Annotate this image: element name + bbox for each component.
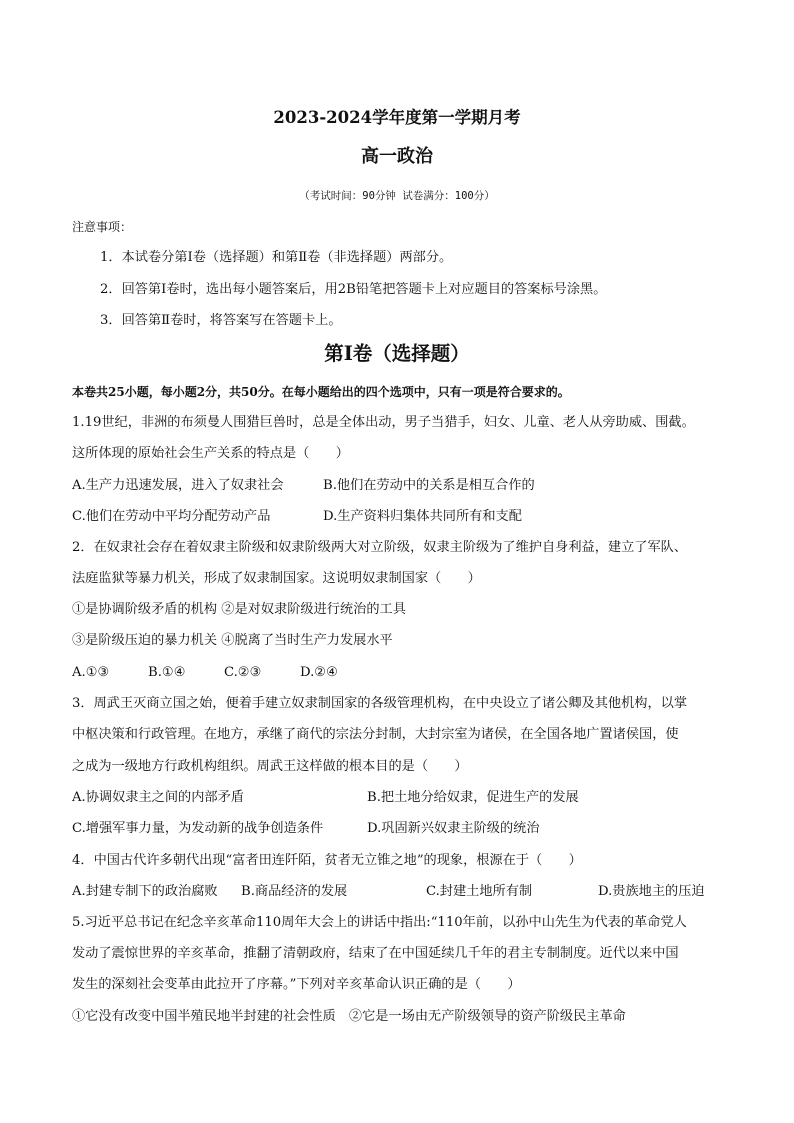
- q3-stem-line: 中枢决策和行政管理。在地方，承继了商代的宗法分封制，大封宗室为诸侯，在全国各地广置诸侯国，使: [72, 727, 679, 742]
- exam-subject: 高一政治: [361, 146, 433, 167]
- q4-option-b: B.商品经济的发展: [241, 884, 348, 899]
- q3-option-d: D.巩固新兴奴隶主阶级的统治: [367, 821, 540, 836]
- note-item: 3．回答第Ⅱ卷时，将答案写在答题卡上。: [100, 313, 342, 328]
- q3-stem-line: 之成为一级地方行政机构组织。周武王这样做的根本目的是（ ）: [72, 759, 468, 774]
- q2-option-b: B.①④: [148, 665, 186, 680]
- exam-time-info: （考试时间：90分钟 试卷满分：100分）: [299, 190, 495, 202]
- q3-option-b: B.把土地分给奴隶，促进生产的发展: [367, 790, 579, 805]
- q3-option-a: A.协调奴隶主之间的内部矛盾: [72, 790, 244, 805]
- q1-option-c: C.他们在劳动中平均分配劳动产品: [72, 509, 271, 524]
- note-item: 1．本试卷分第Ⅰ卷（选择题）和第Ⅱ卷（非选择题）两部分。: [100, 250, 453, 265]
- q2-stem-line: 法庭监狱等暴力机关，形成了奴隶制国家。这说明奴隶制国家（ ）: [72, 571, 481, 586]
- q2-statement: ①是协调阶级矛盾的机构 ②是对奴隶阶级进行统治的工具: [72, 602, 406, 617]
- q1-option-b: B.他们在劳动中的关系是相互合作的: [323, 478, 535, 493]
- q2-stem-line: 2．在奴隶社会存在着奴隶主阶级和奴隶阶级两大对立阶级，奴隶主阶级为了维护自身利益，建立了军队、: [72, 540, 688, 555]
- q3-stem-line: 3．周武王灭商立国之始，便着手建立奴隶制国家的各级管理机构，在中央设立了诸公卿及其他机构，以掌: [72, 696, 688, 711]
- exam-title: 2023-2024学年度第一学期月考: [273, 108, 521, 127]
- q2-option-a: A.①③: [72, 665, 110, 680]
- q4-option-c: C.封建土地所有制: [426, 884, 533, 899]
- q2-option-c: C.②③: [224, 665, 262, 680]
- q5-stem-line: 5.习近平总书记在纪念辛亥革命110周年大会上的讲话中指出:“110年前，以孙中山先生为代表的革命党人: [72, 915, 687, 930]
- section-title: 第Ⅰ卷（选择题）: [324, 342, 470, 365]
- section-instruction: 本卷共25小题，每小题2分，共50分。在每小题给出的四个选项中，只有一项是符合要求的。: [72, 385, 570, 399]
- q4-option-d: D.贵族地主的压迫: [598, 884, 705, 899]
- q1-stem-line: 1.19世纪，非洲的布须曼人围猎巨兽时，总是全体出动，男子当猎手，妇女、儿童、老人从旁助威、围截。: [72, 415, 695, 430]
- q4-stem-line: 4．中国古代许多朝代出现“富者田连阡陌，贫者无立锥之地”的现象，根源在于（ ）: [72, 853, 582, 868]
- q1-stem-line: 这所体现的原始社会生产关系的特点是（ ）: [72, 446, 349, 461]
- q4-option-a: A.封建专制下的政治腐败: [72, 884, 218, 899]
- note-item: 2．回答第Ⅰ卷时，选出每小题答案后，用2B铅笔把答题卡上对应题目的答案标号涂黑。: [100, 282, 607, 297]
- q2-option-d: D.②④: [300, 665, 338, 680]
- q5-stem-line: 发生的深刻社会变革由此拉开了序幕。”下列对辛亥革命认识正确的是（ ）: [72, 977, 521, 992]
- q5-stem-line: 发动了震惊世界的辛亥革命，推翻了清朝政府，结束了在中国延续几千年的君主专制制度。近代以来中国: [72, 946, 679, 961]
- q2-statement: ③是阶级压迫的暴力机关 ④脱离了当时生产力发展水平: [72, 633, 393, 648]
- q5-statement: ①它没有改变中国半殖民地半封建的社会性质 ②它是一场由无产阶级领导的资产阶级民主革命: [72, 1009, 626, 1024]
- notes-heading: 注意事项：: [72, 220, 133, 234]
- q3-option-c: C.增强军事力量，为发动新的战争创造条件: [72, 821, 324, 836]
- q1-option-d: D.生产资料归集体共同所有和支配: [323, 509, 522, 524]
- q1-option-a: A.生产力迅速发展，进入了奴隶社会: [72, 478, 284, 493]
